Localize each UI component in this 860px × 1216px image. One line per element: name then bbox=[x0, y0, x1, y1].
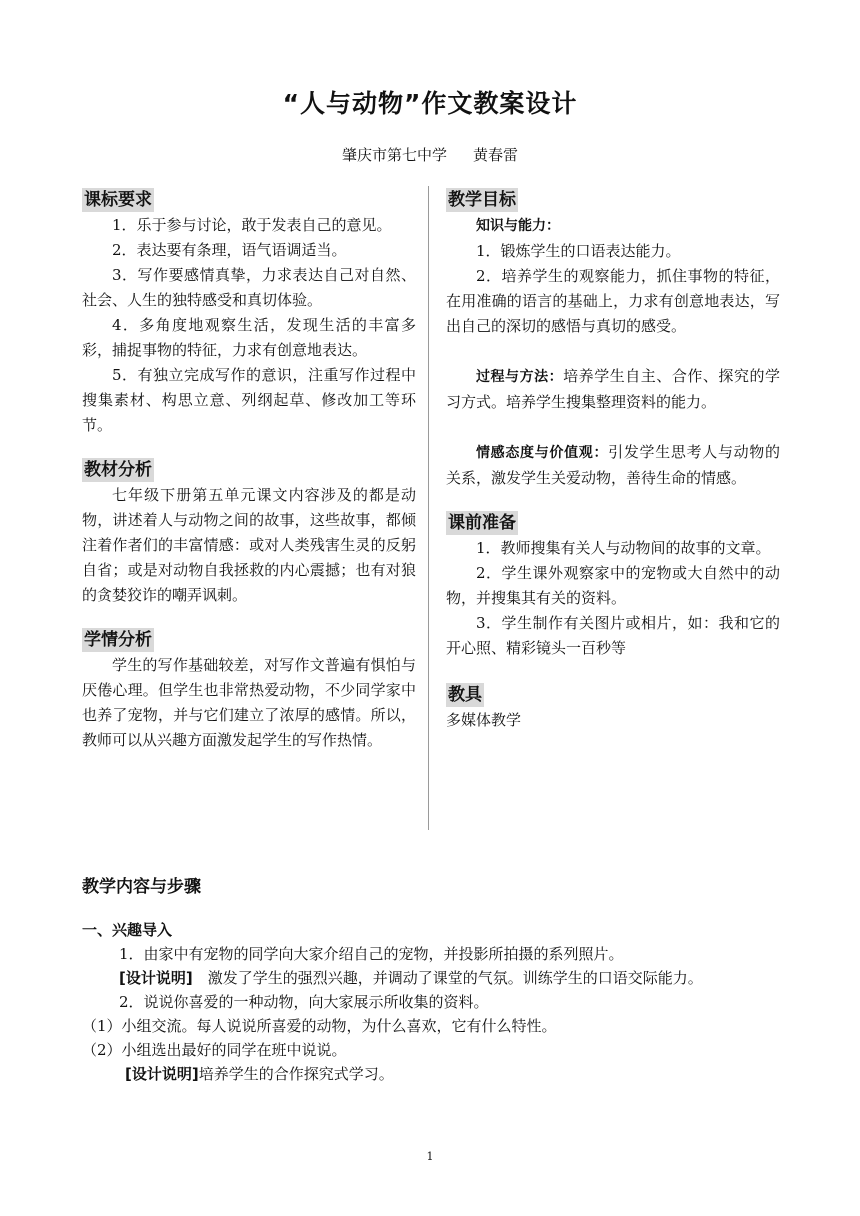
section-mubiao bbox=[446, 188, 780, 491]
section-heading-xueqing: 学情分析 bbox=[84, 630, 152, 650]
label-zhishi: 知识与能力： bbox=[476, 218, 560, 234]
design-note-label: [设计说明] bbox=[119, 969, 193, 987]
section-zhunbei bbox=[446, 511, 780, 661]
section-xueqing bbox=[82, 628, 416, 753]
design-note bbox=[82, 1062, 782, 1086]
sub-item: （2）小组选出最好的同学在班中说说。 bbox=[82, 1041, 347, 1059]
section-jiaocai bbox=[82, 458, 416, 608]
list-item: 2．学生课外观察家中的宠物或大自然中的动物，并搜集其有关的资料。 bbox=[446, 564, 780, 607]
section-heading-mubiao: 教学目标 bbox=[448, 190, 516, 210]
section-heading-jiaocai: 教材分析 bbox=[84, 460, 152, 480]
subheading-zhishi bbox=[446, 213, 780, 239]
paragraph: 多媒体教学 bbox=[446, 711, 522, 729]
list-item: 3．学生制作有关图片或相片，如：我和它的开心照、精彩镜头一百秒等 bbox=[446, 614, 780, 657]
section-heading-zhunbei: 课前准备 bbox=[448, 513, 516, 533]
paragraph-guocheng bbox=[446, 364, 780, 415]
part-title: 一、兴趣导入 bbox=[82, 921, 173, 939]
author-name: 黄春雷 bbox=[473, 146, 519, 164]
list-item: 4．多角度地观察生活，发现生活的丰富多彩，捕捉事物的特征，力求有创意地表达。 bbox=[82, 316, 416, 359]
section-kebiao bbox=[82, 188, 416, 438]
list-item: 1．乐于参与讨论，敢于发表自己的意见。 bbox=[112, 216, 392, 234]
paragraph-qinggan bbox=[446, 440, 780, 491]
school-name: 肇庆市第七中学 bbox=[341, 146, 447, 164]
section-heading-kebiao: 课标要求 bbox=[84, 190, 152, 210]
list-item: 1．教师搜集有关人与动物间的故事的文章。 bbox=[476, 539, 771, 557]
section-heading-jiaoju: 教具 bbox=[448, 685, 482, 705]
text-qinggan: 引发学生思考人与动物的关系，激发学生关爱动物，善待生命的情感。 bbox=[446, 443, 780, 487]
content-line: 2．说说你喜爱的一种动物，向大家展示所收集的资料。 bbox=[119, 993, 489, 1011]
list-item: 1．锻炼学生的口语表达能力。 bbox=[476, 242, 681, 260]
list-item: 2．表达要有条理，语气语调适当。 bbox=[112, 241, 347, 259]
section-jiaoju bbox=[446, 683, 780, 733]
design-note-text: 培养学生的合作探究式学习。 bbox=[198, 1065, 394, 1083]
paragraph: 学生的写作基础较差，对写作文普遍有惧怕与厌倦心理。但学生也非常热爱动物，不少同学家中也养了宠物，并与它们建立了浓厚的感情。所以，教师可以从兴趣方面激发起学生的写作热情。 bbox=[82, 656, 416, 749]
paragraph: 七年级下册第五单元课文内容涉及的都是动物，讲述着人与动物之间的故事，这些故事，都倾注着作者们的丰富情感：或对人类残害生灵的反躬自省；或是对动物自我拯救的内心震撼；也有对狼的贪婪狡诈的嘲弄讽刺。 bbox=[82, 486, 416, 604]
left-column bbox=[82, 188, 416, 753]
list-item: 5．有独立完成写作的意识，注重写作过程中搜集素材、构思立意、列纲起草、修改加工等环节。 bbox=[82, 366, 416, 434]
design-note-label: [设计说明] bbox=[125, 1065, 199, 1083]
document-title: “人与动物”作文教案设计 bbox=[282, 89, 578, 118]
design-note bbox=[82, 966, 782, 990]
column-divider bbox=[428, 186, 429, 830]
content-body bbox=[82, 918, 782, 1086]
list-item: 2．培养学生的观察能力，抓住事物的特征，在用准确的语言的基础上，力求有创意地表达，写出自己的深切的感悟与真切的感受。 bbox=[446, 267, 780, 335]
sub-item: （1）小组交流。每人说说所喜爱的动物，为什么喜欢，它有什么特性。 bbox=[82, 1017, 557, 1035]
text-guocheng: 培养学生自主、合作、探究的学习方式。培养学生搜集整理资料的能力。 bbox=[446, 367, 780, 411]
section-heading-content: 教学内容与步骤 bbox=[82, 877, 201, 897]
content-line: 1．由家中有宠物的同学向大家介绍自己的宠物，并投影所拍摄的系列照片。 bbox=[119, 945, 624, 963]
label-qinggan: 情感态度与价值观： bbox=[476, 445, 609, 461]
page-number: 1 bbox=[426, 1150, 434, 1163]
design-note-text: 激发了学生的强烈兴趣，并调动了课堂的气氛。训练学生的口语交际能力。 bbox=[192, 969, 703, 987]
list-item: 3．写作要感情真挚，力求表达自己对自然、社会、人生的独特感受和真切体验。 bbox=[82, 266, 416, 309]
author-line bbox=[0, 144, 860, 165]
label-guocheng: 过程与方法： bbox=[476, 369, 564, 385]
right-column bbox=[446, 188, 780, 733]
